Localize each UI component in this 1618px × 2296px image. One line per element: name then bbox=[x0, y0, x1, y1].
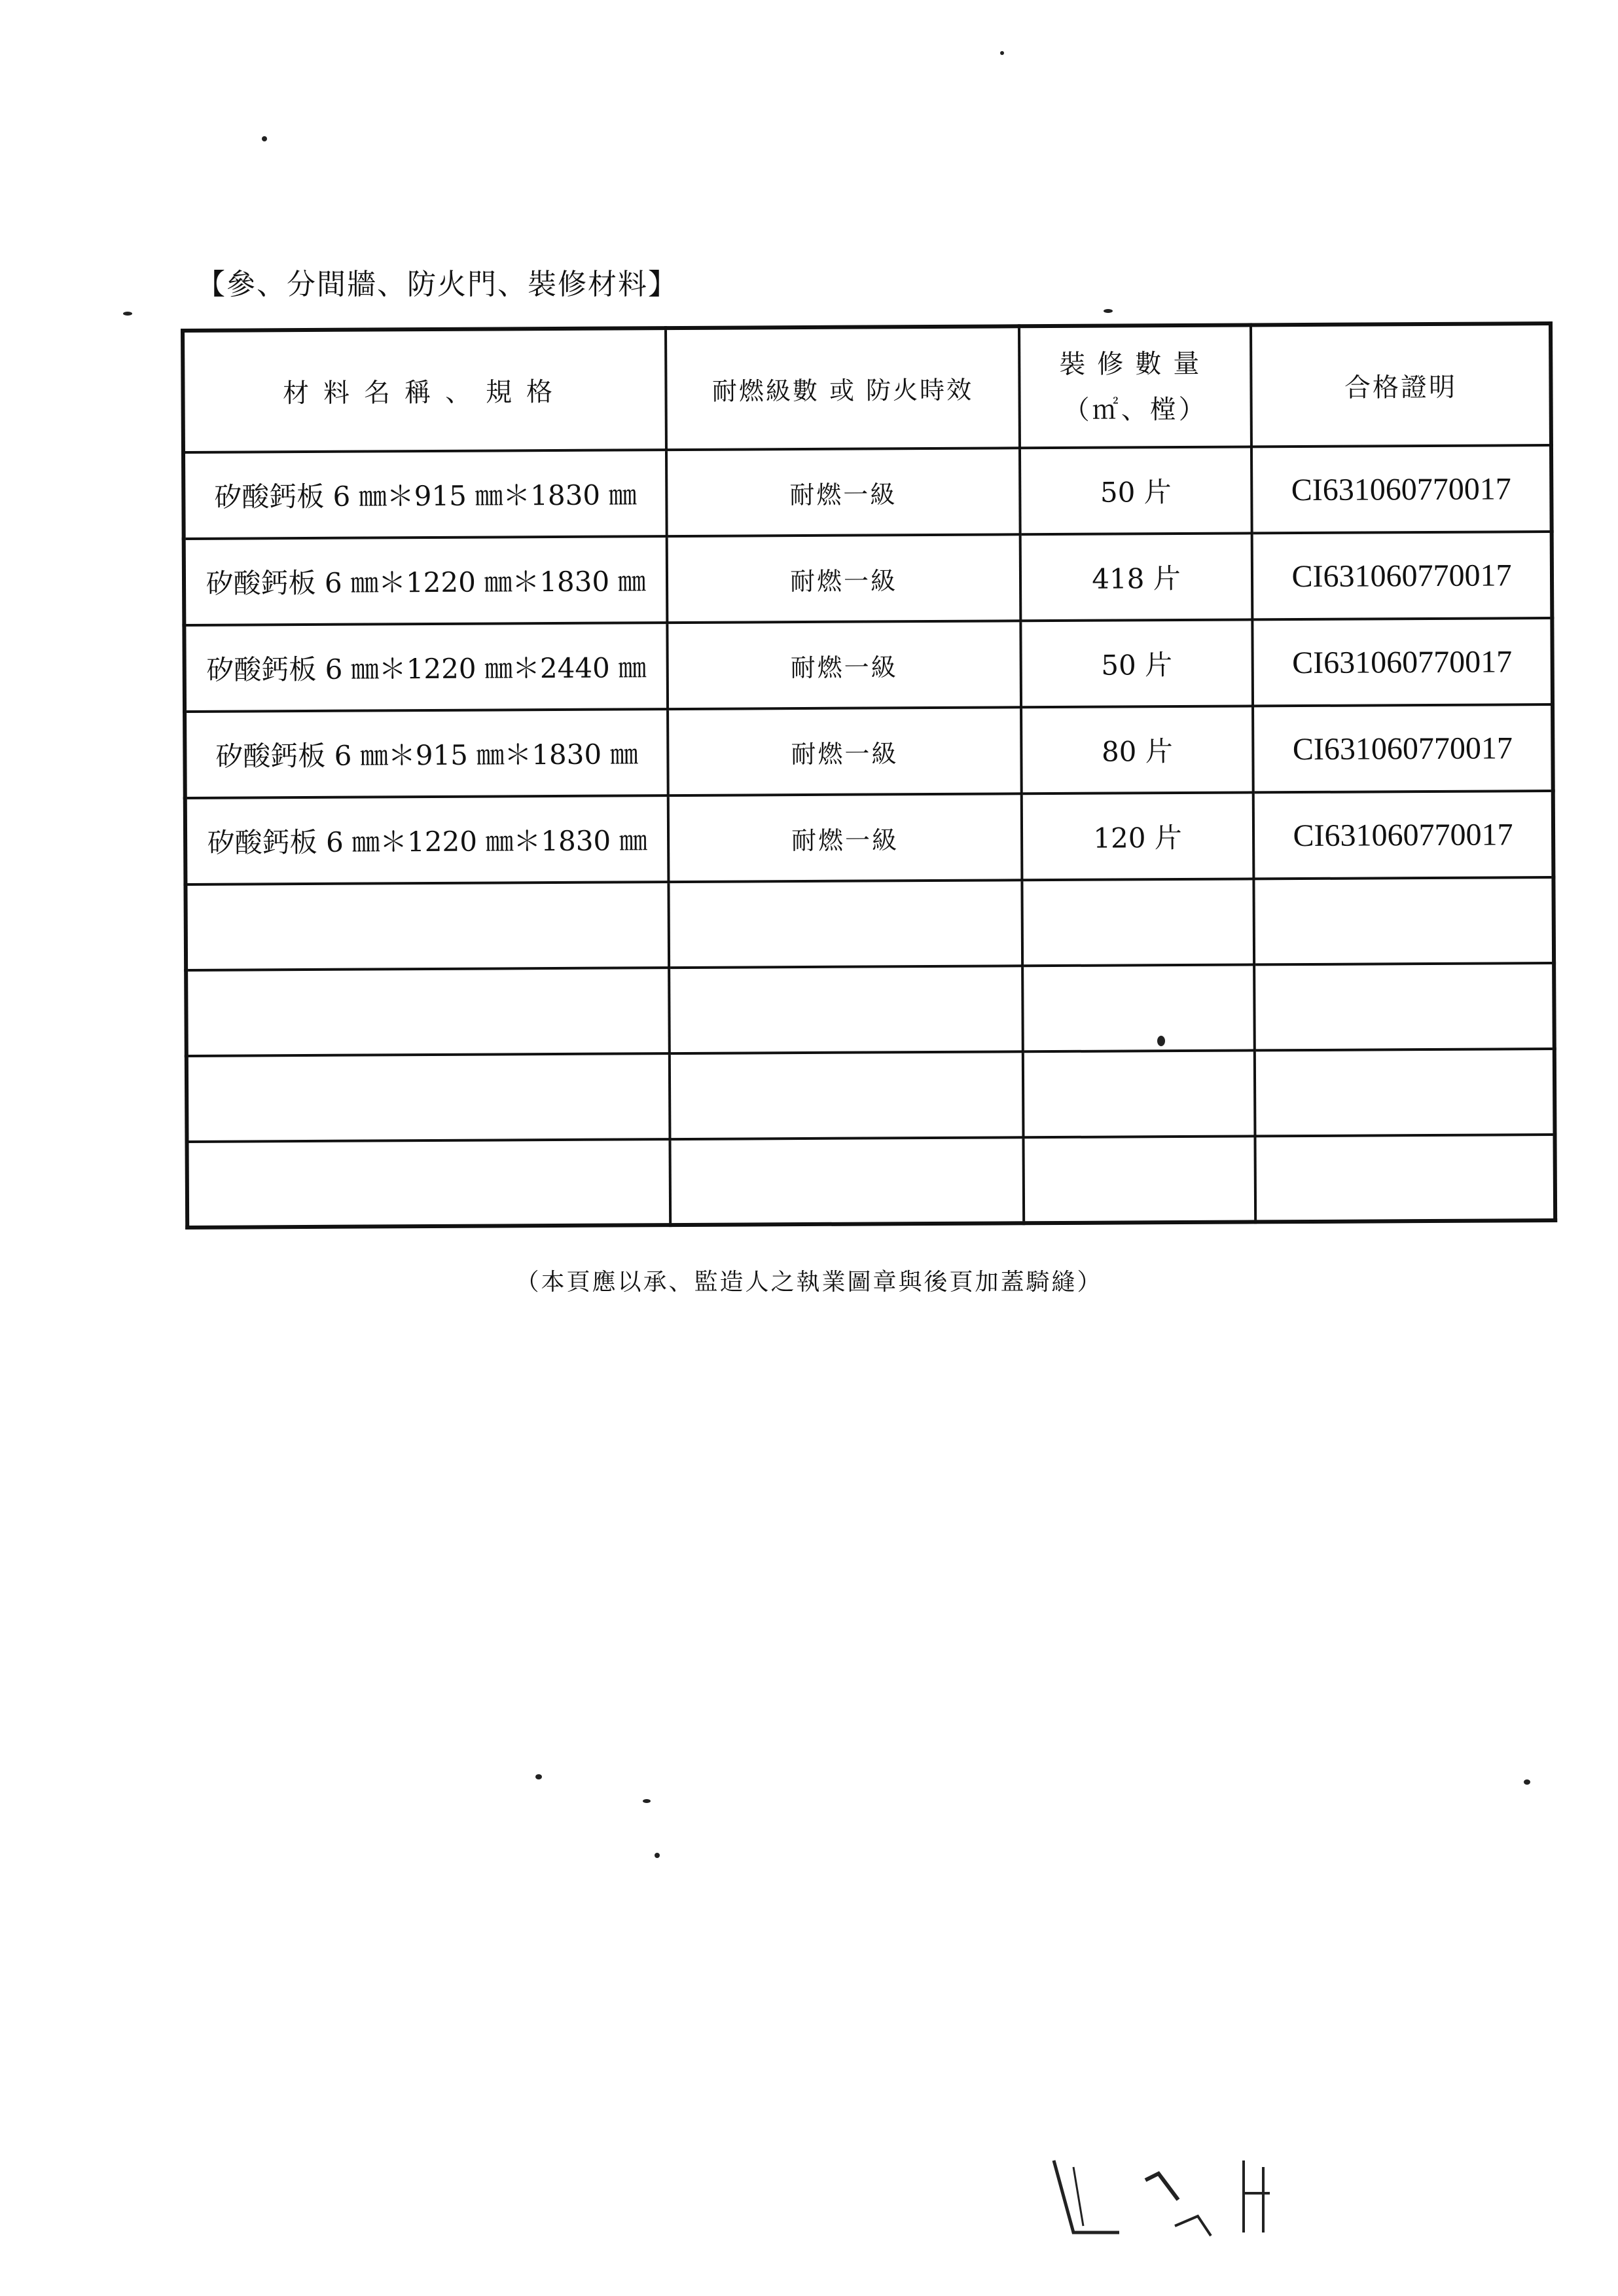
cell-material-name: 矽酸鈣板 6 ㎜＊915 ㎜＊1830 ㎜ bbox=[185, 709, 668, 798]
empty-table-row bbox=[187, 1135, 1556, 1228]
empty-cell bbox=[1022, 964, 1255, 1051]
cell-fire-grade: 耐燃一級 bbox=[667, 621, 1021, 709]
section-title: 【參、分間牆、防火門、裝修材料】 bbox=[196, 268, 678, 301]
scan-speck bbox=[535, 1774, 542, 1779]
cell-quantity: 50 片 bbox=[1020, 619, 1253, 707]
empty-cell bbox=[187, 1053, 670, 1142]
empty-cell bbox=[670, 1051, 1024, 1139]
cell-certificate: CI631060770017 bbox=[1252, 532, 1553, 619]
empty-table-row bbox=[187, 1049, 1555, 1142]
partial-seal-stamp-icon bbox=[1047, 2154, 1322, 2246]
table-row bbox=[184, 532, 1553, 625]
empty-cell bbox=[668, 880, 1022, 968]
scan-speck bbox=[262, 136, 267, 141]
empty-table-row bbox=[186, 963, 1555, 1056]
cell-quantity: 80 片 bbox=[1021, 706, 1253, 793]
header-material-name: 材料名稱、規格 bbox=[183, 328, 666, 452]
scan-speck bbox=[123, 312, 132, 316]
seal-footnote: （本頁應以承、監造人之執業圖章與後頁加蓋騎縫） bbox=[515, 1269, 1103, 1296]
scan-speck bbox=[643, 1799, 651, 1803]
cell-quantity: 50 片 bbox=[1020, 446, 1252, 534]
header-quantity-unit: （㎡、樘） bbox=[1063, 394, 1208, 426]
table-row bbox=[185, 704, 1553, 798]
table-row bbox=[185, 791, 1554, 884]
scan-speck bbox=[1000, 51, 1004, 55]
header-certificate: 合格證明 bbox=[1251, 323, 1551, 446]
cell-fire-grade: 耐燃一級 bbox=[668, 793, 1022, 882]
cell-certificate: CI631060770017 bbox=[1252, 618, 1553, 706]
scan-speck bbox=[1104, 309, 1113, 313]
cell-fire-grade: 耐燃一級 bbox=[667, 534, 1021, 623]
empty-cell bbox=[1255, 1049, 1555, 1136]
empty-cell bbox=[187, 1139, 671, 1228]
empty-cell bbox=[669, 966, 1023, 1053]
header-quantity-line1: 裝修數量 bbox=[1059, 348, 1212, 380]
cell-certificate: CI631060770017 bbox=[1253, 791, 1554, 879]
cell-quantity: 418 片 bbox=[1020, 533, 1253, 621]
cell-material-name: 矽酸鈣板 6 ㎜＊1220 ㎜＊1830 ㎜ bbox=[185, 795, 669, 884]
empty-table-row bbox=[185, 877, 1554, 970]
empty-cell bbox=[1023, 1136, 1255, 1223]
header-quantity bbox=[1019, 325, 1251, 448]
empty-cell bbox=[186, 968, 670, 1056]
empty-cell bbox=[670, 1137, 1024, 1225]
cell-material-name: 矽酸鈣板 6 ㎜＊915 ㎜＊1830 ㎜ bbox=[183, 450, 667, 539]
cell-fire-grade: 耐燃一級 bbox=[668, 707, 1022, 795]
table-header-row bbox=[183, 323, 1551, 452]
empty-cell bbox=[1255, 1135, 1555, 1222]
table-row bbox=[183, 445, 1552, 539]
scan-speck bbox=[1524, 1779, 1530, 1785]
cell-quantity: 120 片 bbox=[1022, 792, 1254, 880]
empty-cell bbox=[185, 882, 669, 970]
scan-speck bbox=[1157, 1036, 1165, 1046]
table-row bbox=[184, 618, 1553, 712]
empty-cell bbox=[1253, 877, 1554, 964]
cell-certificate: CI631060770017 bbox=[1251, 445, 1552, 533]
cell-material-name: 矽酸鈣板 6 ㎜＊1220 ㎜＊2440 ㎜ bbox=[184, 623, 668, 712]
cell-certificate: CI631060770017 bbox=[1253, 704, 1553, 792]
empty-cell bbox=[1254, 963, 1555, 1050]
materials-table bbox=[181, 321, 1557, 1230]
empty-cell bbox=[1022, 879, 1254, 966]
cell-material-name: 矽酸鈣板 6 ㎜＊1220 ㎜＊1830 ㎜ bbox=[184, 536, 668, 625]
scan-speck bbox=[655, 1853, 660, 1858]
cell-fire-grade: 耐燃一級 bbox=[666, 448, 1020, 536]
empty-cell bbox=[1023, 1050, 1255, 1137]
header-fire-grade: 耐燃級數 或 防火時效 bbox=[666, 326, 1020, 450]
